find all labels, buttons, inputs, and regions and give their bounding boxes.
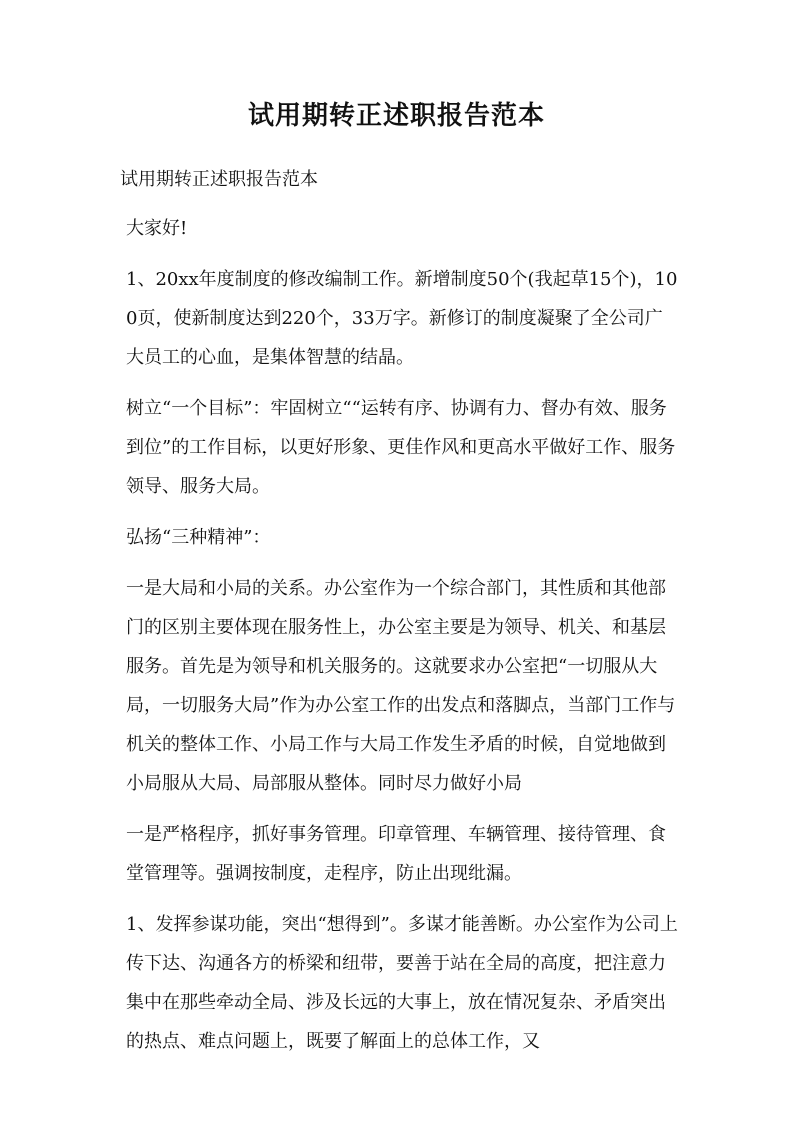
- body-paragraph-1: 1、20xx年度制度的修改编制工作。新增制度50个(我起草15个)，100页，使新制度达到220个，33万字。新修订的制度凝聚了全公司广大员工的心血，是集体智慧的结晶。: [126, 269, 678, 368]
- document-title: 试用期转正述职报告范本: [247, 101, 545, 131]
- body-paragraph-3: 弘扬“三种精神”：: [126, 527, 271, 548]
- document-body: [120, 160, 680, 1073]
- subtitle-paragraph: 试用期转正述职报告范本: [120, 169, 318, 190]
- body-paragraph-2: 树立“一个目标”：牢固树立““运转有序、协调有力、督办有效、服务到位”的工作目标，以更好形象、更佳作风和更高水平做好工作、服务领导、服务大局。: [126, 398, 676, 497]
- body-paragraph-5: 一是严格程序，抓好事务管理。印章管理、车辆管理、接待管理、食堂管理等。强调按制度，走程序，防止出现纰漏。: [126, 824, 666, 884]
- greeting-paragraph: 大家好!: [126, 218, 188, 239]
- body-paragraph-6: 1、发挥参谋功能，突出“想得到”。多谋才能善断。办公室作为公司上传下达、沟通各方的桥梁和纽带，要善于站在全局的高度，把注意力集中在那些牵动全局、涉及长远的大事上，放在情况复杂、矛盾突出的热点、难点问题上，既要了解面上的总体工作，又: [126, 914, 678, 1052]
- body-paragraph-4: 一是大局和小局的关系。办公室作为一个综合部门，其性质和其他部门的区别主要体现在服务性上，办公室主要是为领导、机关、和基层服务。首先是为领导和机关服务的。这就要求办公室把“一切服从大局，一切服务大局”作为办公室工作的出发点和落脚点，当部门工作与机关的整体工作、小局工作与大局工作发生矛盾的时候，自觉地做到小局服从大局、局部服从整体。同时尽力做好小局: [126, 578, 676, 794]
